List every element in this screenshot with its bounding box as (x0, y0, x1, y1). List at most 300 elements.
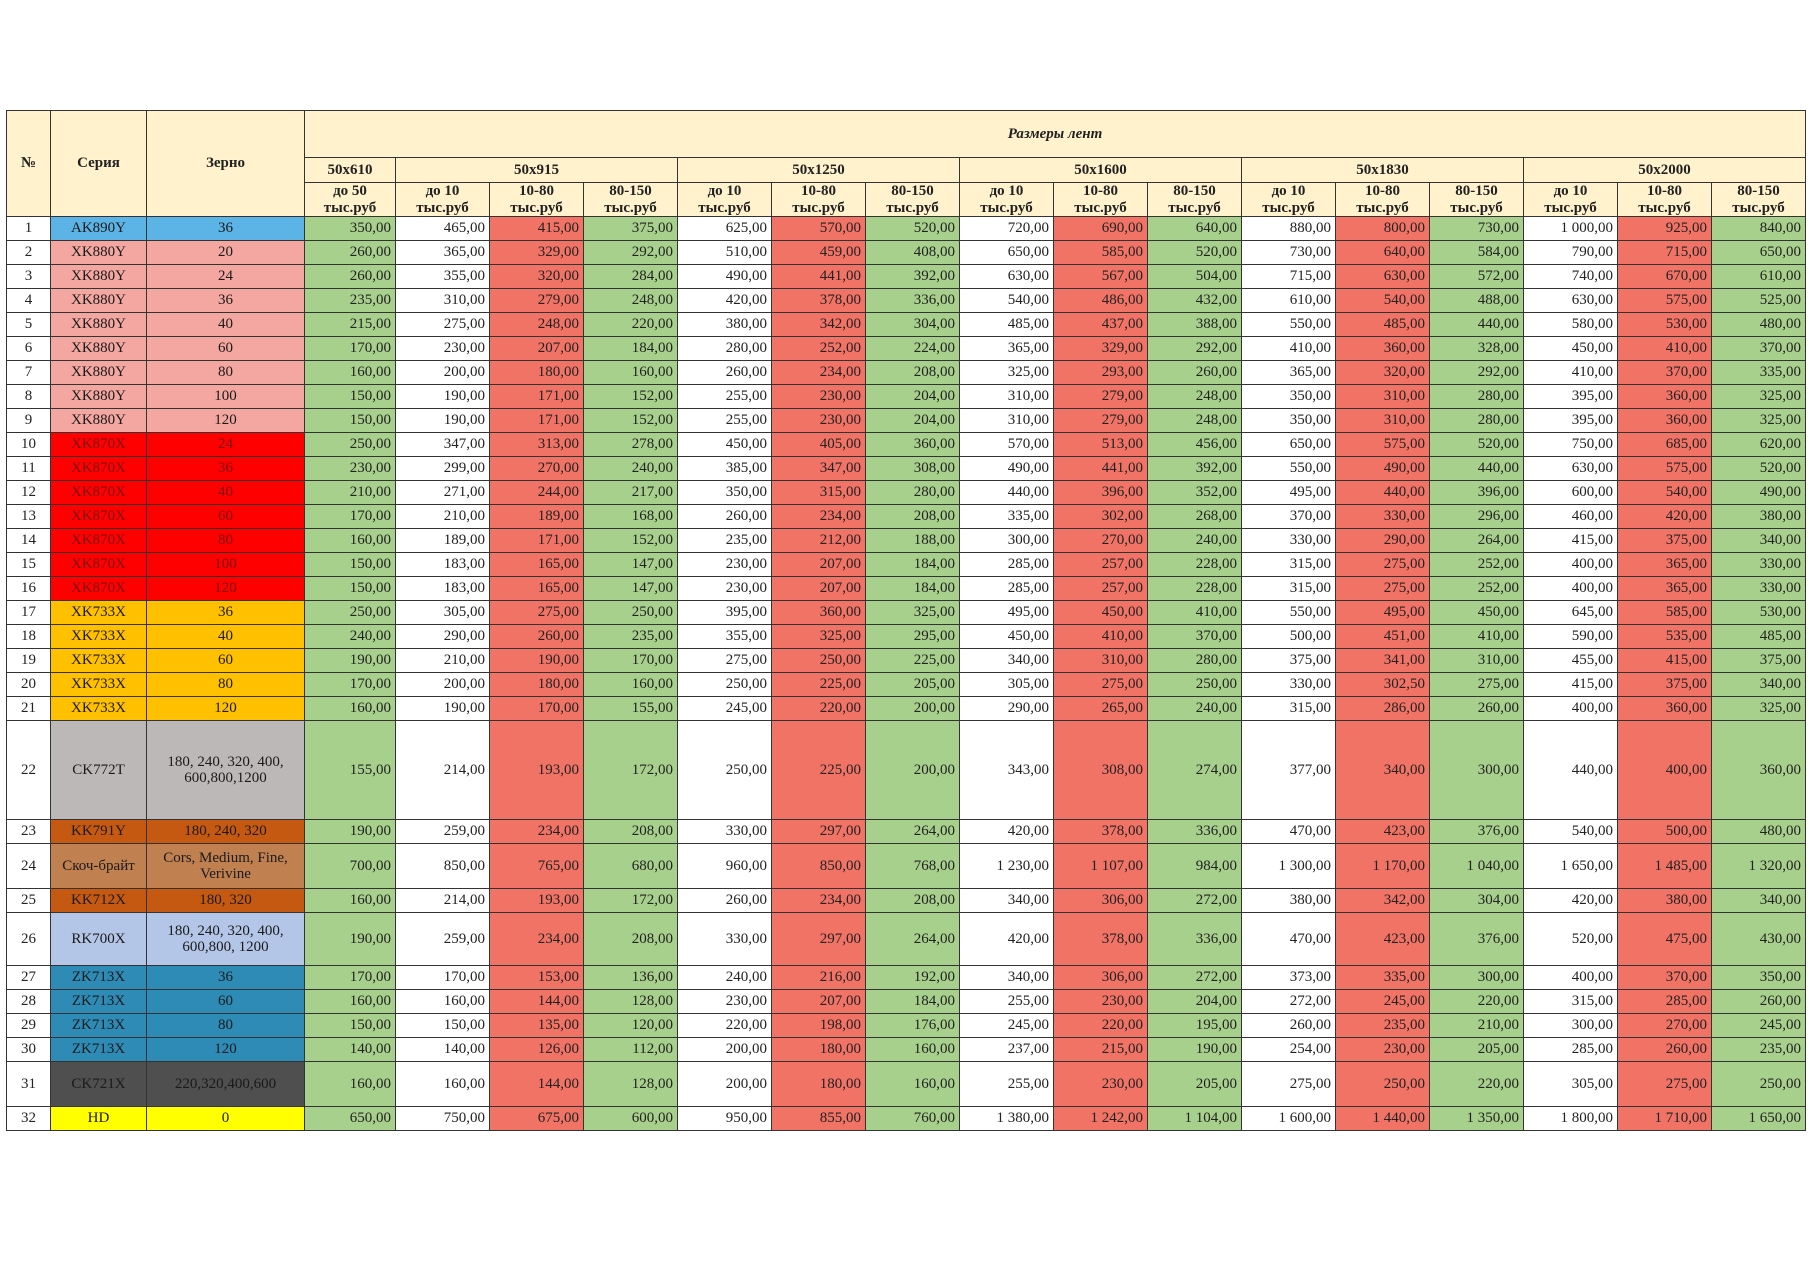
price-cell: 259,00 (396, 913, 490, 966)
price-cell: 400,00 (1618, 721, 1712, 820)
header-tier: до 10 тыс.руб (678, 183, 772, 217)
price-cell: 410,00 (1618, 337, 1712, 361)
price-cell: 293,00 (1054, 361, 1148, 385)
price-cell: 248,00 (584, 289, 678, 313)
price-cell: 184,00 (866, 990, 960, 1014)
price-table (6, 110, 1806, 1131)
price-cell: 570,00 (960, 433, 1054, 457)
price-cell: 270,00 (1618, 1014, 1712, 1038)
price-cell: 160,00 (396, 990, 490, 1014)
price-cell: 610,00 (1712, 265, 1806, 289)
table-row (7, 820, 1806, 844)
price-cell: 750,00 (396, 1107, 490, 1131)
price-cell: 570,00 (772, 217, 866, 241)
price-cell: 441,00 (1054, 457, 1148, 481)
price-cell: 380,00 (1242, 889, 1336, 913)
price-cell: 880,00 (1242, 217, 1336, 241)
price-cell: 252,00 (772, 337, 866, 361)
price-cell: 590,00 (1524, 625, 1618, 649)
price-cell: 315,00 (1242, 697, 1336, 721)
price-cell: 850,00 (772, 844, 866, 889)
price-cell: 343,00 (960, 721, 1054, 820)
price-cell: 450,00 (1054, 601, 1148, 625)
price-cell: 347,00 (772, 457, 866, 481)
price-cell: 170,00 (305, 966, 396, 990)
header-tier: 10-80 тыс.руб (1054, 183, 1148, 217)
price-cell: 355,00 (396, 265, 490, 289)
price-cell: 376,00 (1430, 913, 1524, 966)
price-cell: 308,00 (866, 457, 960, 481)
price-cell: 200,00 (396, 673, 490, 697)
price-cell: 360,00 (1618, 409, 1712, 433)
price-cell: 292,00 (584, 241, 678, 265)
price-cell: 510,00 (678, 241, 772, 265)
price-cell: 136,00 (584, 966, 678, 990)
price-cell: 207,00 (772, 990, 866, 1014)
header-tier: до 10 тыс.руб (1524, 183, 1618, 217)
price-cell: 240,00 (678, 966, 772, 990)
row-number: 15 (7, 553, 51, 577)
price-cell: 245,00 (1336, 990, 1430, 1014)
price-cell: 165,00 (490, 577, 584, 601)
price-cell: 325,00 (1712, 409, 1806, 433)
series-cell: XK880Y (51, 313, 147, 337)
price-cell: 255,00 (960, 1062, 1054, 1107)
price-cell: 400,00 (1524, 577, 1618, 601)
price-cell: 396,00 (1054, 481, 1148, 505)
price-cell: 585,00 (1054, 241, 1148, 265)
price-cell: 306,00 (1054, 889, 1148, 913)
price-cell: 350,00 (1242, 409, 1336, 433)
row-number: 6 (7, 337, 51, 361)
price-cell: 373,00 (1242, 966, 1336, 990)
price-cell: 208,00 (866, 889, 960, 913)
price-cell: 650,00 (1242, 433, 1336, 457)
price-cell: 150,00 (305, 1014, 396, 1038)
table-row (7, 409, 1806, 433)
header-size: 50x610 (305, 158, 396, 183)
table-row (7, 889, 1806, 913)
row-number: 20 (7, 673, 51, 697)
series-cell: RK700X (51, 913, 147, 966)
price-cell: 470,00 (1242, 913, 1336, 966)
price-cell: 190,00 (305, 913, 396, 966)
price-cell: 292,00 (1148, 337, 1242, 361)
price-cell: 250,00 (678, 721, 772, 820)
row-number: 28 (7, 990, 51, 1014)
price-cell: 365,00 (960, 337, 1054, 361)
row-number: 32 (7, 1107, 51, 1131)
price-cell: 235,00 (1712, 1038, 1806, 1062)
price-cell: 342,00 (772, 313, 866, 337)
price-cell: 184,00 (866, 577, 960, 601)
header-tier: 80-150 тыс.руб (1430, 183, 1524, 217)
price-cell: 1 440,00 (1336, 1107, 1430, 1131)
series-cell: XK733X (51, 697, 147, 721)
price-cell: 715,00 (1618, 241, 1712, 265)
header-title: Размеры лент (305, 111, 1806, 158)
row-number: 25 (7, 889, 51, 913)
price-cell: 250,00 (678, 673, 772, 697)
price-cell: 400,00 (1524, 553, 1618, 577)
price-cell: 500,00 (1242, 625, 1336, 649)
price-cell: 248,00 (1148, 409, 1242, 433)
row-number: 13 (7, 505, 51, 529)
price-cell: 475,00 (1618, 913, 1712, 966)
price-cell: 296,00 (1430, 505, 1524, 529)
price-cell: 180,00 (490, 361, 584, 385)
header-size: 50x915 (396, 158, 678, 183)
price-cell: 365,00 (1618, 553, 1712, 577)
price-cell: 550,00 (1242, 601, 1336, 625)
grain-cell: 120 (147, 577, 305, 601)
price-cell: 310,00 (960, 409, 1054, 433)
price-cell: 144,00 (490, 990, 584, 1014)
price-cell: 440,00 (960, 481, 1054, 505)
price-cell: 580,00 (1524, 313, 1618, 337)
price-cell: 440,00 (1336, 481, 1430, 505)
price-cell: 250,00 (1712, 1062, 1806, 1107)
price-cell: 250,00 (1148, 673, 1242, 697)
price-cell: 126,00 (490, 1038, 584, 1062)
price-cell: 392,00 (866, 265, 960, 289)
price-cell: 230,00 (678, 990, 772, 1014)
price-cell: 184,00 (584, 337, 678, 361)
price-cell: 204,00 (1148, 990, 1242, 1014)
row-number: 17 (7, 601, 51, 625)
grain-cell: 100 (147, 553, 305, 577)
price-cell: 415,00 (490, 217, 584, 241)
table-header (7, 111, 1806, 217)
price-cell: 260,00 (1712, 990, 1806, 1014)
price-cell: 329,00 (1054, 337, 1148, 361)
price-cell: 184,00 (866, 553, 960, 577)
price-cell: 183,00 (396, 577, 490, 601)
price-cell: 250,00 (584, 601, 678, 625)
price-cell: 190,00 (396, 697, 490, 721)
price-cell: 245,00 (1712, 1014, 1806, 1038)
price-cell: 170,00 (396, 966, 490, 990)
price-cell: 410,00 (1242, 337, 1336, 361)
price-cell: 375,00 (584, 217, 678, 241)
price-cell: 1 107,00 (1054, 844, 1148, 889)
table-row (7, 990, 1806, 1014)
row-number: 10 (7, 433, 51, 457)
grain-cell: 40 (147, 625, 305, 649)
price-cell: 152,00 (584, 529, 678, 553)
price-cell: 279,00 (1054, 409, 1148, 433)
header-tier: до 10 тыс.руб (960, 183, 1054, 217)
table-row (7, 601, 1806, 625)
series-cell: CK721X (51, 1062, 147, 1107)
price-cell: 305,00 (1524, 1062, 1618, 1107)
price-cell: 600,00 (584, 1107, 678, 1131)
grain-cell: 120 (147, 409, 305, 433)
price-cell: 155,00 (584, 697, 678, 721)
price-cell: 585,00 (1618, 601, 1712, 625)
price-cell: 320,00 (1336, 361, 1430, 385)
grain-cell: 60 (147, 337, 305, 361)
grain-cell: 24 (147, 433, 305, 457)
price-cell: 220,00 (678, 1014, 772, 1038)
price-cell: 257,00 (1054, 577, 1148, 601)
price-cell: 352,00 (1148, 481, 1242, 505)
price-cell: 280,00 (866, 481, 960, 505)
price-cell: 395,00 (1524, 409, 1618, 433)
price-cell: 1 380,00 (960, 1107, 1054, 1131)
price-cell: 245,00 (960, 1014, 1054, 1038)
price-cell: 1 170,00 (1336, 844, 1430, 889)
series-cell: AK890Y (51, 217, 147, 241)
price-cell: 513,00 (1054, 433, 1148, 457)
price-cell: 1 710,00 (1618, 1107, 1712, 1131)
price-cell: 440,00 (1524, 721, 1618, 820)
price-cell: 340,00 (960, 889, 1054, 913)
price-cell: 234,00 (772, 889, 866, 913)
price-cell: 370,00 (1242, 505, 1336, 529)
price-cell: 217,00 (584, 481, 678, 505)
price-cell: 240,00 (305, 625, 396, 649)
price-cell: 375,00 (1618, 673, 1712, 697)
price-cell: 275,00 (1336, 553, 1430, 577)
price-cell: 325,00 (1712, 385, 1806, 409)
price-cell: 152,00 (584, 385, 678, 409)
row-number: 16 (7, 577, 51, 601)
price-cell: 280,00 (1430, 409, 1524, 433)
series-cell: HD (51, 1107, 147, 1131)
price-cell: 340,00 (1712, 529, 1806, 553)
price-cell: 234,00 (772, 361, 866, 385)
grain-cell: 180, 240, 320, 400, 600,800,1200 (147, 721, 305, 820)
price-cell: 1 104,00 (1148, 1107, 1242, 1131)
table-row (7, 1107, 1806, 1131)
price-cell: 193,00 (490, 889, 584, 913)
price-cell: 430,00 (1712, 913, 1806, 966)
series-cell: XK870X (51, 505, 147, 529)
price-cell: 208,00 (584, 820, 678, 844)
price-cell: 264,00 (1430, 529, 1524, 553)
price-cell: 760,00 (866, 1107, 960, 1131)
series-cell: XK870X (51, 433, 147, 457)
row-number: 23 (7, 820, 51, 844)
grain-cell: 60 (147, 505, 305, 529)
series-cell: XK880Y (51, 289, 147, 313)
grain-cell: 24 (147, 265, 305, 289)
price-cell: 299,00 (396, 457, 490, 481)
row-number: 14 (7, 529, 51, 553)
price-cell: 575,00 (1618, 457, 1712, 481)
price-cell: 850,00 (396, 844, 490, 889)
price-cell: 240,00 (584, 457, 678, 481)
price-cell: 840,00 (1712, 217, 1806, 241)
price-cell: 150,00 (305, 553, 396, 577)
price-cell: 1 650,00 (1524, 844, 1618, 889)
price-cell: 207,00 (490, 337, 584, 361)
price-cell: 250,00 (1336, 1062, 1430, 1107)
price-cell: 230,00 (1054, 1062, 1148, 1107)
price-cell: 272,00 (1148, 966, 1242, 990)
price-cell: 370,00 (1148, 625, 1242, 649)
grain-cell: 100 (147, 385, 305, 409)
price-cell: 520,00 (1148, 241, 1242, 265)
price-cell: 225,00 (866, 649, 960, 673)
price-cell: 244,00 (490, 481, 584, 505)
price-cell: 325,00 (1712, 697, 1806, 721)
table-row (7, 289, 1806, 313)
price-cell: 160,00 (866, 1062, 960, 1107)
price-cell: 495,00 (960, 601, 1054, 625)
table-row (7, 1038, 1806, 1062)
price-cell: 252,00 (1430, 553, 1524, 577)
price-cell: 420,00 (1618, 505, 1712, 529)
price-cell: 485,00 (1336, 313, 1430, 337)
price-cell: 260,00 (678, 505, 772, 529)
series-cell: KK791Y (51, 820, 147, 844)
price-cell: 160,00 (305, 990, 396, 1014)
grain-cell: 80 (147, 529, 305, 553)
table-row (7, 265, 1806, 289)
price-cell: 302,50 (1336, 673, 1430, 697)
price-cell: 378,00 (772, 289, 866, 313)
price-cell: 128,00 (584, 990, 678, 1014)
price-cell: 486,00 (1054, 289, 1148, 313)
price-cell: 292,00 (1430, 361, 1524, 385)
series-cell: Скоч-брайт (51, 844, 147, 889)
price-cell: 286,00 (1336, 697, 1430, 721)
price-cell: 230,00 (1054, 990, 1148, 1014)
table-row (7, 1062, 1806, 1107)
price-cell: 275,00 (1054, 673, 1148, 697)
price-cell: 313,00 (490, 433, 584, 457)
price-cell: 490,00 (1336, 457, 1430, 481)
price-cell: 329,00 (490, 241, 584, 265)
price-cell: 220,00 (584, 313, 678, 337)
price-cell: 153,00 (490, 966, 584, 990)
price-cell: 160,00 (305, 1062, 396, 1107)
price-cell: 690,00 (1054, 217, 1148, 241)
grain-cell: 80 (147, 361, 305, 385)
price-cell: 630,00 (1336, 265, 1430, 289)
price-cell: 675,00 (490, 1107, 584, 1131)
price-cell: 310,00 (1336, 385, 1430, 409)
price-cell: 370,00 (1712, 337, 1806, 361)
price-cell: 325,00 (866, 601, 960, 625)
price-cell: 230,00 (396, 337, 490, 361)
row-number: 8 (7, 385, 51, 409)
price-cell: 335,00 (1336, 966, 1430, 990)
grain-cell: 60 (147, 649, 305, 673)
price-cell: 180,00 (772, 1038, 866, 1062)
price-cell: 410,00 (1054, 625, 1148, 649)
price-cell: 160,00 (305, 529, 396, 553)
table-row (7, 481, 1806, 505)
price-cell: 285,00 (960, 577, 1054, 601)
price-cell: 210,00 (396, 649, 490, 673)
price-cell: 488,00 (1430, 289, 1524, 313)
price-cell: 240,00 (1148, 697, 1242, 721)
price-cell: 257,00 (1054, 553, 1148, 577)
price-cell: 190,00 (490, 649, 584, 673)
price-cell: 650,00 (305, 1107, 396, 1131)
series-cell: XK880Y (51, 241, 147, 265)
price-cell: 350,00 (678, 481, 772, 505)
price-cell: 275,00 (1430, 673, 1524, 697)
price-cell: 790,00 (1524, 241, 1618, 265)
price-cell: 640,00 (1148, 217, 1242, 241)
price-cell: 260,00 (1148, 361, 1242, 385)
price-cell: 168,00 (584, 505, 678, 529)
price-cell: 984,00 (1148, 844, 1242, 889)
price-cell: 388,00 (1148, 313, 1242, 337)
price-cell: 290,00 (960, 697, 1054, 721)
price-cell: 260,00 (305, 265, 396, 289)
price-cell: 375,00 (1242, 649, 1336, 673)
price-cell: 207,00 (772, 553, 866, 577)
row-number: 29 (7, 1014, 51, 1038)
price-cell: 305,00 (960, 673, 1054, 697)
price-cell: 400,00 (1524, 966, 1618, 990)
price-cell: 230,00 (772, 409, 866, 433)
series-cell: XK733X (51, 625, 147, 649)
price-cell: 310,00 (1054, 649, 1148, 673)
price-cell: 207,00 (772, 577, 866, 601)
header-size: 50x1600 (960, 158, 1242, 183)
row-number: 26 (7, 913, 51, 966)
price-cell: 330,00 (1242, 673, 1336, 697)
price-cell: 340,00 (1336, 721, 1430, 820)
table-row (7, 625, 1806, 649)
series-cell: ZK713X (51, 1038, 147, 1062)
price-cell: 275,00 (1242, 1062, 1336, 1107)
price-cell: 225,00 (772, 721, 866, 820)
price-cell: 950,00 (678, 1107, 772, 1131)
row-number: 27 (7, 966, 51, 990)
table-row (7, 505, 1806, 529)
price-cell: 485,00 (960, 313, 1054, 337)
price-cell: 271,00 (396, 481, 490, 505)
row-number: 5 (7, 313, 51, 337)
row-number: 3 (7, 265, 51, 289)
price-cell: 297,00 (772, 913, 866, 966)
price-cell: 220,00 (1430, 1062, 1524, 1107)
price-cell: 279,00 (490, 289, 584, 313)
table-row (7, 697, 1806, 721)
series-cell: KK712X (51, 889, 147, 913)
price-cell: 260,00 (678, 889, 772, 913)
price-cell: 128,00 (584, 1062, 678, 1107)
price-cell: 264,00 (866, 820, 960, 844)
price-cell: 152,00 (584, 409, 678, 433)
grain-cell: 220,320,400,600 (147, 1062, 305, 1107)
price-cell: 520,00 (866, 217, 960, 241)
price-cell: 720,00 (960, 217, 1054, 241)
price-cell: 140,00 (396, 1038, 490, 1062)
price-cell: 304,00 (866, 313, 960, 337)
price-cell: 441,00 (772, 265, 866, 289)
price-cell: 170,00 (305, 673, 396, 697)
price-cell: 340,00 (960, 649, 1054, 673)
price-cell: 170,00 (305, 505, 396, 529)
price-cell: 150,00 (396, 1014, 490, 1038)
row-number: 1 (7, 217, 51, 241)
row-number: 31 (7, 1062, 51, 1107)
price-cell: 365,00 (1618, 577, 1712, 601)
price-cell: 220,00 (1054, 1014, 1148, 1038)
series-cell: XK870X (51, 481, 147, 505)
price-cell: 410,00 (1148, 601, 1242, 625)
price-cell: 235,00 (584, 625, 678, 649)
price-cell: 190,00 (305, 820, 396, 844)
